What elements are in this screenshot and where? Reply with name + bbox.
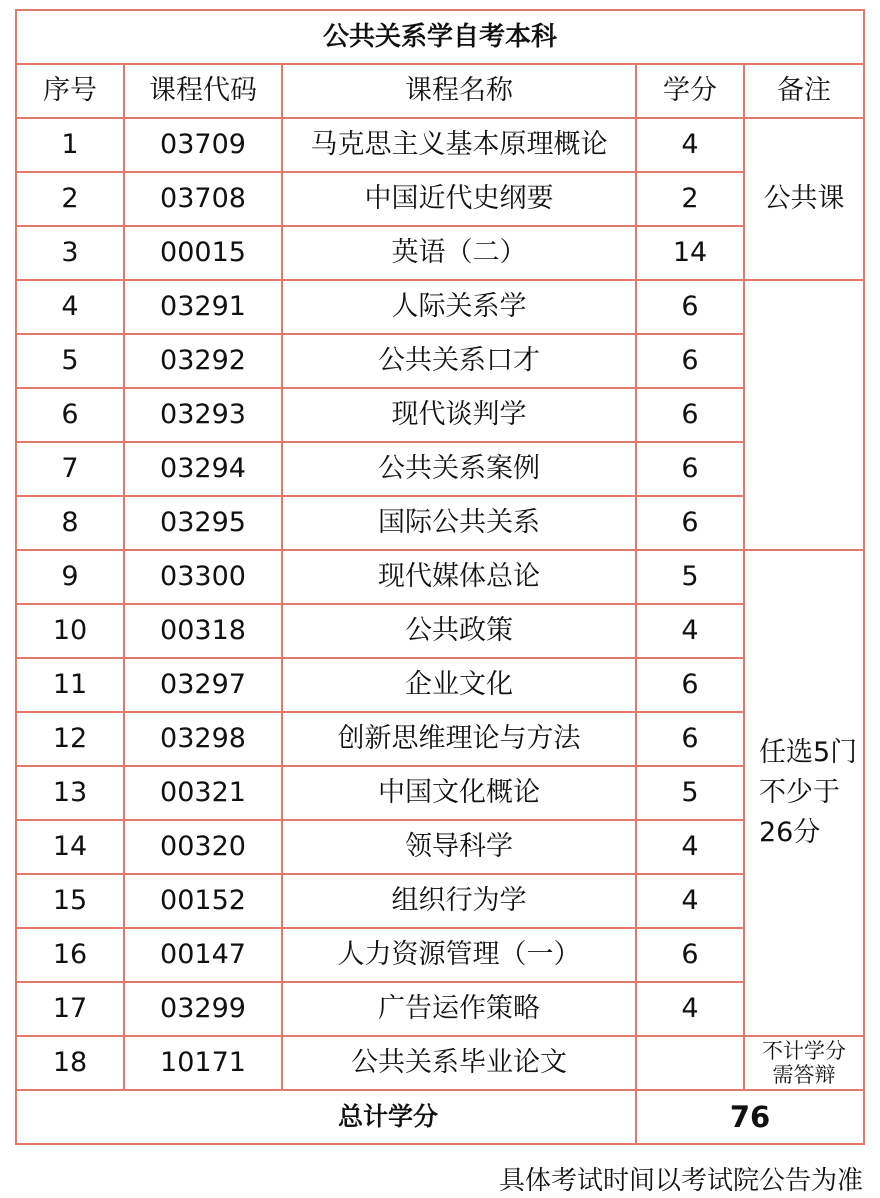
cell-credits: 4 — [636, 118, 744, 172]
cell-credits: 5 — [636, 550, 744, 604]
table-row — [16, 442, 864, 496]
cell-credits — [636, 1036, 744, 1090]
table-title: 公共关系学自考本科 — [16, 10, 864, 64]
cell-credits: 6 — [636, 442, 744, 496]
header-index: 序号 — [16, 64, 124, 118]
cell-name: 组织行为学 — [282, 874, 636, 928]
cell-name: 公共关系口才 — [282, 334, 636, 388]
cell-credits: 4 — [636, 874, 744, 928]
cell-index: 16 — [16, 928, 124, 982]
cell-index: 5 — [16, 334, 124, 388]
cell-credits: 2 — [636, 172, 744, 226]
header-code: 课程代码 — [124, 64, 282, 118]
cell-name: 国际公共关系 — [282, 496, 636, 550]
cell-credits: 6 — [636, 928, 744, 982]
table-row — [16, 712, 864, 766]
cell-index: 4 — [16, 280, 124, 334]
cell-name: 广告运作策略 — [282, 982, 636, 1036]
cell-credits: 6 — [636, 388, 744, 442]
note-elective — [744, 550, 864, 1036]
table-row — [16, 118, 864, 172]
table-row — [16, 874, 864, 928]
cell-index: 14 — [16, 820, 124, 874]
note-thesis — [744, 1036, 864, 1090]
cell-code: 03292 — [124, 334, 282, 388]
table-row — [16, 334, 864, 388]
cell-index: 9 — [16, 550, 124, 604]
cell-code: 03291 — [124, 280, 282, 334]
cell-code: 03300 — [124, 550, 282, 604]
course-plan-table — [15, 9, 865, 1145]
cell-credits: 14 — [636, 226, 744, 280]
table-row — [16, 604, 864, 658]
total-label: 总计学分 — [16, 1090, 636, 1144]
header-row — [16, 64, 864, 118]
cell-credits: 4 — [636, 820, 744, 874]
cell-index: 17 — [16, 982, 124, 1036]
cell-name: 中国近代史纲要 — [282, 172, 636, 226]
cell-name: 领导科学 — [282, 820, 636, 874]
table-row — [16, 658, 864, 712]
cell-index: 1 — [16, 118, 124, 172]
cell-name: 创新思维理论与方法 — [282, 712, 636, 766]
cell-credits: 6 — [636, 280, 744, 334]
cell-name: 英语（二） — [282, 226, 636, 280]
table-row — [16, 172, 864, 226]
cell-code: 00318 — [124, 604, 282, 658]
cell-name: 人际关系学 — [282, 280, 636, 334]
cell-code: 03709 — [124, 118, 282, 172]
cell-credits: 6 — [636, 334, 744, 388]
cell-code: 03293 — [124, 388, 282, 442]
table-row — [16, 280, 864, 334]
header-notes: 备注 — [744, 64, 864, 118]
cell-name: 企业文化 — [282, 658, 636, 712]
cell-code: 00147 — [124, 928, 282, 982]
cell-index: 7 — [16, 442, 124, 496]
note-elective-line: 任选5门 — [759, 737, 858, 768]
cell-name: 马克思主义基本原理概论 — [282, 118, 636, 172]
table-row — [16, 1036, 864, 1090]
cell-index: 12 — [16, 712, 124, 766]
cell-credits: 6 — [636, 712, 744, 766]
cell-credits: 6 — [636, 658, 744, 712]
cell-index: 8 — [16, 496, 124, 550]
header-credits: 学分 — [636, 64, 744, 118]
cell-index: 15 — [16, 874, 124, 928]
table-row — [16, 496, 864, 550]
table-row — [16, 982, 864, 1036]
cell-code: 03294 — [124, 442, 282, 496]
cell-code: 00321 — [124, 766, 282, 820]
cell-index: 13 — [16, 766, 124, 820]
cell-code: 03297 — [124, 658, 282, 712]
note-empty — [744, 280, 864, 550]
cell-index: 2 — [16, 172, 124, 226]
cell-index: 11 — [16, 658, 124, 712]
table-row — [16, 928, 864, 982]
cell-index: 18 — [16, 1036, 124, 1090]
cell-code: 00015 — [124, 226, 282, 280]
cell-code: 03295 — [124, 496, 282, 550]
cell-index: 6 — [16, 388, 124, 442]
note-elective-line: 26分 — [759, 817, 821, 848]
cell-code: 10171 — [124, 1036, 282, 1090]
cell-name: 现代谈判学 — [282, 388, 636, 442]
header-name: 课程名称 — [282, 64, 636, 118]
cell-name: 公共关系毕业论文 — [282, 1036, 636, 1090]
cell-code: 03708 — [124, 172, 282, 226]
table-row — [16, 388, 864, 442]
cell-name: 人力资源管理（一） — [282, 928, 636, 982]
cell-code: 03298 — [124, 712, 282, 766]
total-row — [16, 1090, 864, 1144]
note-elective-line: 不少于 — [759, 777, 840, 808]
cell-credits: 4 — [636, 982, 744, 1036]
cell-index: 10 — [16, 604, 124, 658]
table-row — [16, 766, 864, 820]
total-value: 76 — [636, 1090, 864, 1144]
title-row — [16, 10, 864, 64]
cell-code: 03299 — [124, 982, 282, 1036]
note-public-courses: 公共课 — [744, 118, 864, 280]
footer-note: 具体考试时间以考试院公告为准 — [498, 1166, 863, 1196]
table-row — [16, 820, 864, 874]
cell-index: 3 — [16, 226, 124, 280]
cell-code: 00320 — [124, 820, 282, 874]
table-row — [16, 550, 864, 604]
cell-credits: 4 — [636, 604, 744, 658]
note-thesis-line: 不计学分 — [762, 1039, 846, 1063]
cell-name: 公共政策 — [282, 604, 636, 658]
cell-name: 中国文化概论 — [282, 766, 636, 820]
cell-name: 现代媒体总论 — [282, 550, 636, 604]
note-thesis-line: 需答辩 — [772, 1063, 836, 1087]
cell-code: 00152 — [124, 874, 282, 928]
table-row — [16, 226, 864, 280]
cell-credits: 6 — [636, 496, 744, 550]
cell-credits: 5 — [636, 766, 744, 820]
cell-name: 公共关系案例 — [282, 442, 636, 496]
